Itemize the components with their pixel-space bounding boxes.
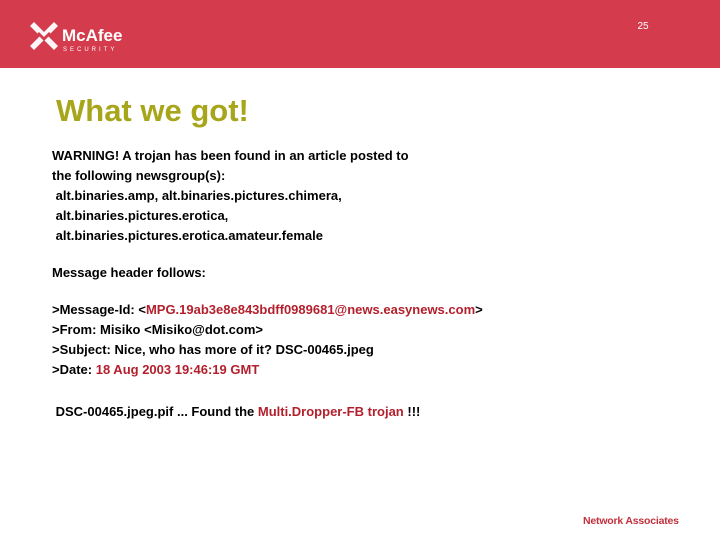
newsgroup-line: alt.binaries.pictures.erotica.amateur.female bbox=[52, 228, 323, 243]
mcafee-logo bbox=[28, 20, 138, 54]
from-line: >From: Misiko <Misiko@dot.com> bbox=[52, 322, 263, 337]
found-suffix: !!! bbox=[403, 404, 421, 419]
warning-line: WARNING! A trojan has been found in an article posted to bbox=[52, 148, 409, 163]
svg-text:McAfee: McAfee bbox=[62, 26, 123, 45]
message-id-prefix: >Message-Id: < bbox=[52, 302, 146, 317]
svg-text:SECURITY: SECURITY bbox=[63, 47, 118, 53]
date-value: 18 Aug 2003 19:46:19 GMT bbox=[95, 362, 260, 377]
date-prefix: >Date: bbox=[52, 362, 96, 377]
slide-title: What we got! bbox=[56, 93, 249, 128]
message-id-suffix: > bbox=[475, 302, 483, 317]
warning-line: the following newsgroup(s): bbox=[52, 168, 226, 183]
found-prefix: DSC-00465.jpeg.pif ... Found the bbox=[52, 404, 258, 419]
slide-body bbox=[52, 146, 672, 422]
message-header-label: Message header follows: bbox=[52, 265, 206, 280]
message-id-line bbox=[52, 300, 672, 320]
trojan-name: Multi.Dropper-FB trojan bbox=[257, 404, 404, 419]
found-line bbox=[52, 402, 672, 422]
header-banner bbox=[0, 0, 720, 68]
subject-line: >Subject: Nice, who has more of it? DSC-00465.jpeg bbox=[52, 342, 374, 357]
message-id-value: MPG.19ab3e8e843bdff0989681@news.easynews.com bbox=[145, 302, 476, 317]
network-associates-logo: Network Associates bbox=[583, 515, 679, 527]
date-line bbox=[52, 360, 672, 380]
newsgroup-line: alt.binaries.amp, alt.binaries.pictures.chimera, bbox=[52, 188, 342, 203]
newsgroup-line: alt.binaries.pictures.erotica, bbox=[52, 208, 229, 223]
slide-number: 25 bbox=[637, 21, 649, 32]
